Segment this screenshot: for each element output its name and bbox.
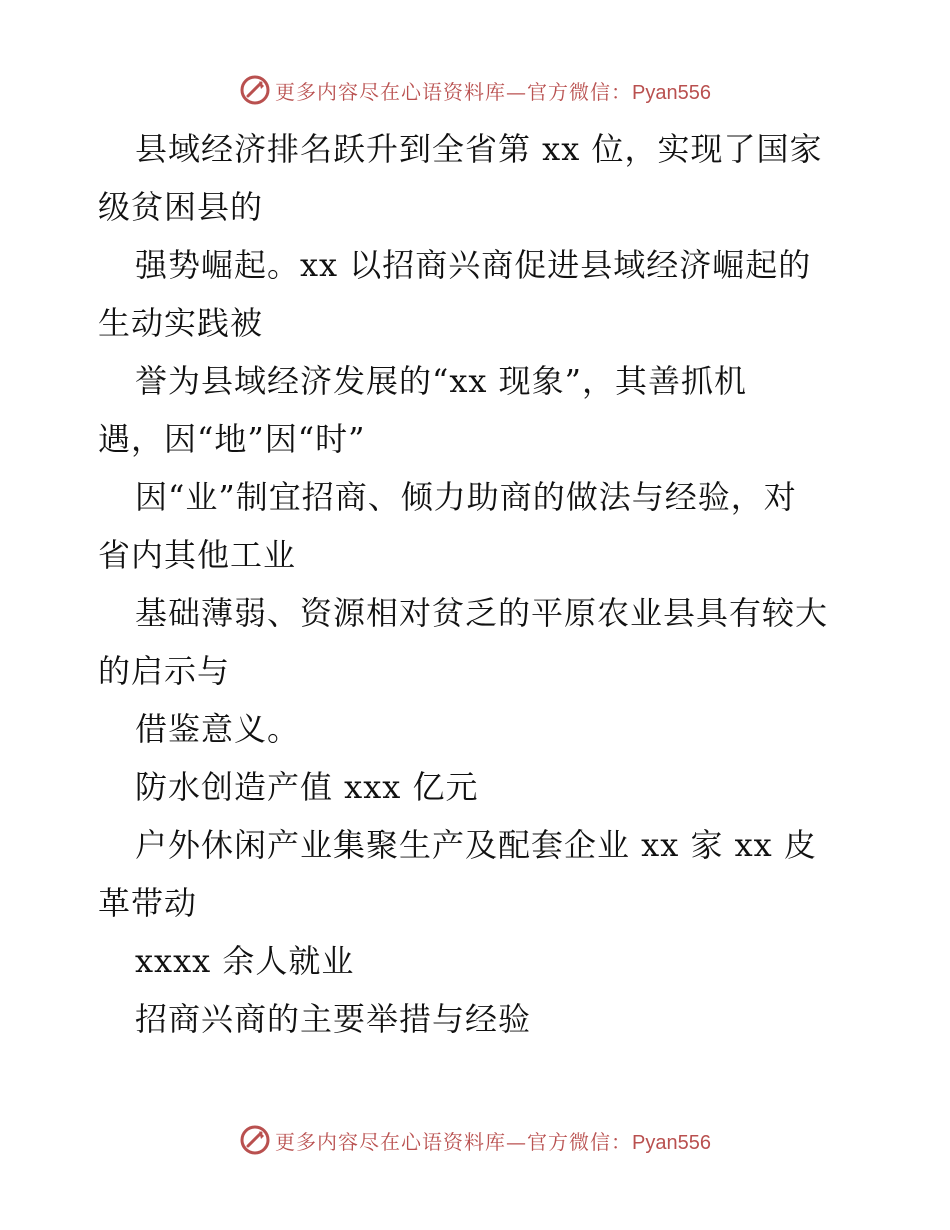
banner-label (275, 76, 711, 105)
wechat-id: Pyan556 (632, 81, 711, 104)
text-line: 革带动 (98, 884, 198, 922)
wechat-id: Pyan556 (632, 1131, 711, 1154)
header-banner (0, 70, 950, 110)
banner-text: 更多内容尽在心语资料库—官方微信： (275, 79, 633, 104)
text-line: 省内其他工业 (98, 536, 297, 574)
text-line: 誉为县域经济发展的“xx 现象”，其善抓机 (135, 362, 747, 400)
text-line: 级贫困县的 (98, 188, 264, 226)
text-line: 县域经济排名跃升到全省第 xx 位，实现了国家 (135, 130, 823, 168)
text-line: 户外休闲产业集聚生产及配套企业 xx 家 xx 皮 (135, 826, 817, 864)
brand-logo-icon (239, 74, 271, 106)
text-line: 基础薄弱、资源相对贫乏的平原农业县具有较大 (135, 594, 829, 632)
banner-label (275, 1126, 711, 1155)
brand-logo-icon (239, 1124, 271, 1156)
text-line: 因“业”制宜招商、倾力助商的做法与经验，对 (135, 478, 797, 516)
text-line: 防水创造产值 xxx 亿元 (135, 768, 479, 806)
text-line: 借鉴意义。 (135, 710, 301, 748)
text-line: 遇，因“地”因“时” (98, 420, 366, 458)
text-line: 的启示与 (98, 652, 231, 690)
text-line: xxxx 余人就业 (135, 942, 355, 980)
footer-banner (0, 1120, 950, 1160)
text-line: 招商兴商的主要举措与经验 (135, 1000, 532, 1038)
document-body (98, 120, 868, 1048)
text-line: 强势崛起。xx 以招商兴商促进县域经济崛起的 (135, 246, 812, 284)
banner-text: 更多内容尽在心语资料库—官方微信： (275, 1129, 633, 1154)
text-line: 生动实践被 (98, 304, 264, 342)
